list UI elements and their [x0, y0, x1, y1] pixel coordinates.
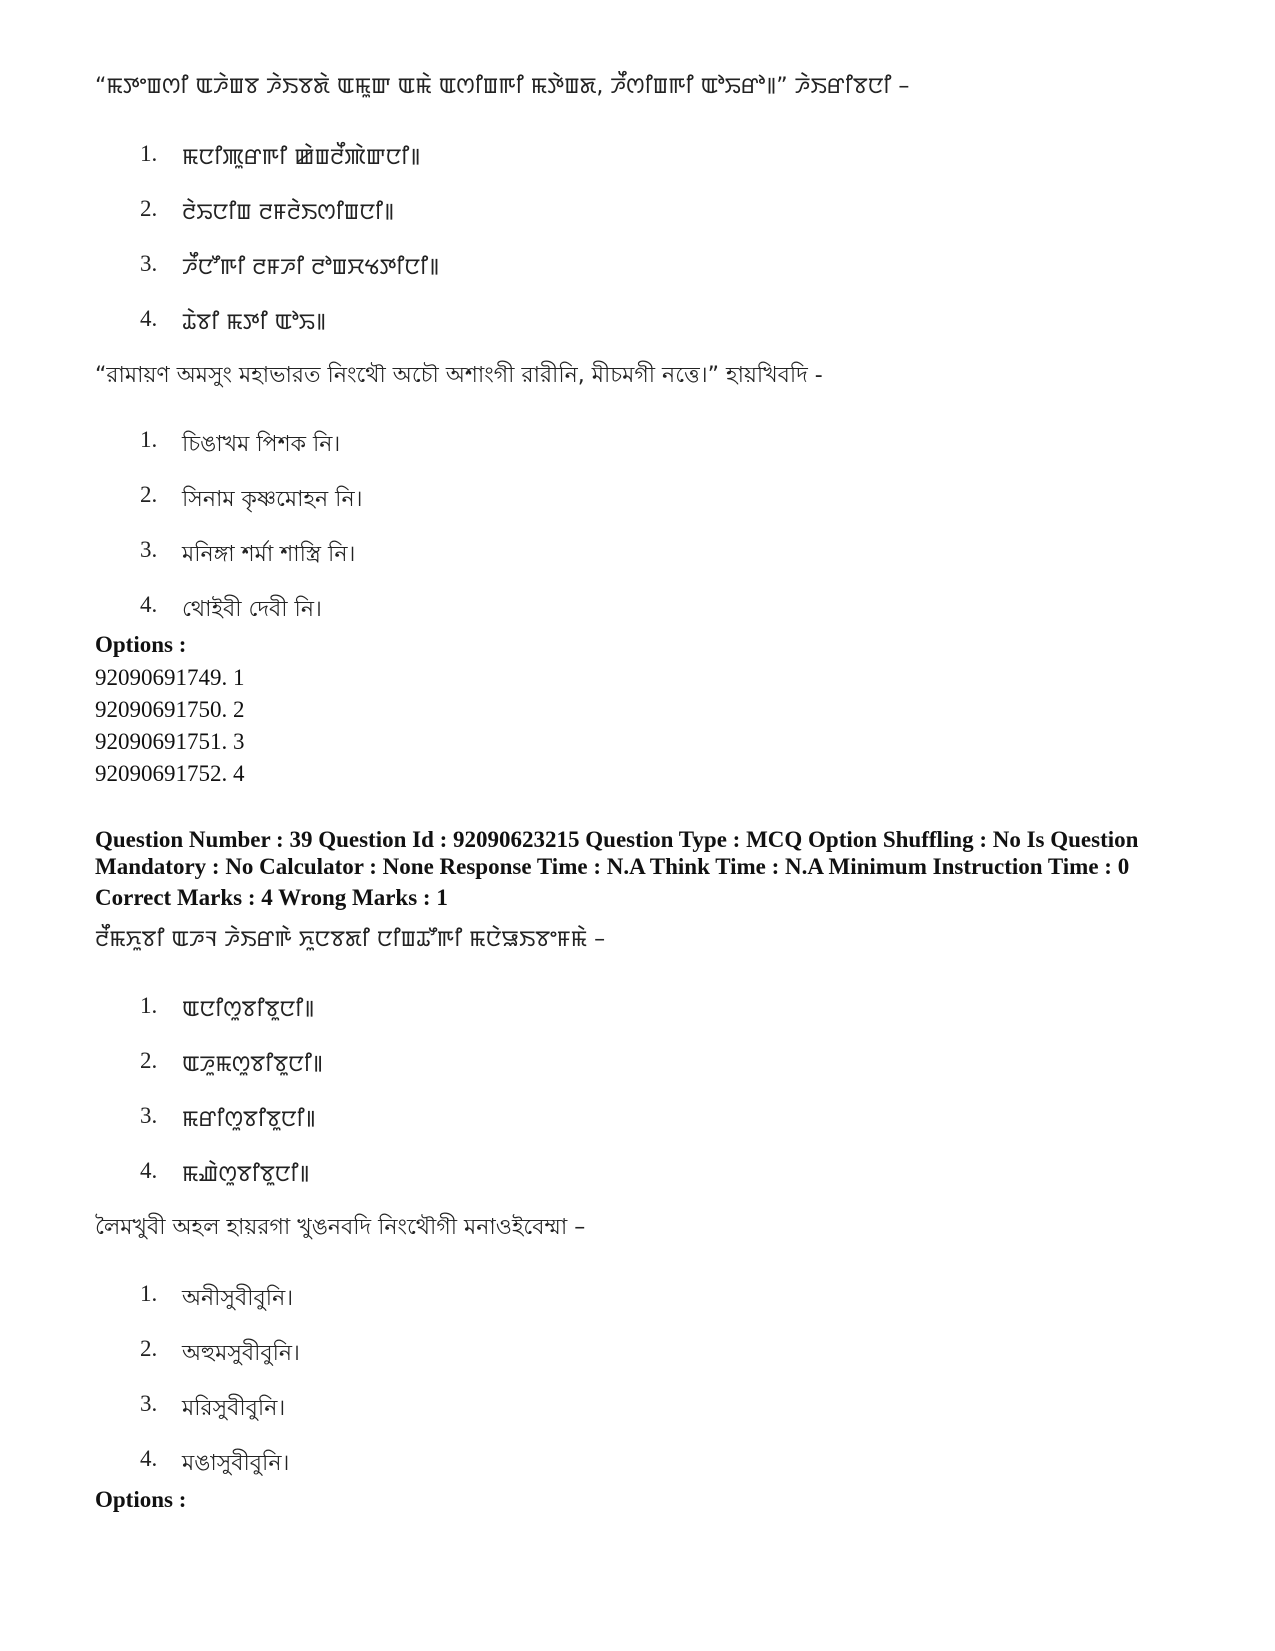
list-item	[140, 1158, 323, 1213]
option-number: 3.	[140, 537, 158, 562]
option-text: থোইবী দেবী নি।	[182, 597, 322, 622]
list-item	[140, 427, 362, 482]
list-item	[140, 251, 439, 306]
option-text: মঙাসুবীবুনি।	[182, 1451, 290, 1476]
option-text: মরিসুবীবুনি।	[182, 1396, 286, 1421]
option-text: ꯃꯅꯤꯄꯨꯔꯒꯤ ꯀꯥꯡꯂꯩꯄꯥꯛꯅꯤ꯫	[182, 145, 421, 170]
option-text: মনিঙ্গা শর্মা শাস্ত্রি নি।	[182, 542, 356, 567]
option-number: 4.	[140, 1158, 158, 1183]
option-id: 92090691749. 1	[95, 665, 245, 690]
question-meta-line: Mandatory : No Calculator : None Response Time : N.A Think Time : N.A Minimum Instruction Time : 0	[95, 854, 1130, 879]
option-text: ꯑꯅꯤꯁꯨꯕꯤꯕꯨꯅꯤ꯫	[182, 997, 315, 1022]
q2-bengali-prompt: লৈমখুবী অহল হায়রগা খুঙনবদি নিংথৌগী মনাওইবেম্মা –	[95, 1215, 586, 1240]
list-item	[140, 196, 439, 251]
option-number: 2.	[140, 1336, 158, 1361]
list-item	[140, 1281, 300, 1336]
question-meta-line: Question Number : 39 Question Id : 92090623215 Question Type : MCQ Option Shuffling : No Is Question	[95, 827, 1139, 852]
option-text: ꯃꯔꯤꯁꯨꯕꯤꯕꯨꯅꯤ꯫	[182, 1107, 316, 1132]
q1-option-id-list	[95, 662, 1180, 790]
option-number: 4.	[140, 306, 158, 331]
list-item	[140, 141, 439, 196]
list-item	[140, 993, 323, 1048]
option-id: 92090691751. 3	[95, 729, 245, 754]
q1-bengali-prompt: “রামায়ণ অমসুং মহাভারত নিংথৌ অচৌ অশাংগী রারীনি, মীচমগী নত্তে।” হায়খিবদি -	[95, 363, 823, 388]
option-number: 2.	[140, 1048, 158, 1073]
q1-bengali-option-list	[140, 427, 362, 647]
q2-options-heading: Options :	[95, 1487, 187, 1512]
q2-bengali-option-list	[140, 1281, 300, 1501]
option-number: 3.	[140, 1391, 158, 1416]
option-text: অহুমসুবীবুনি।	[182, 1341, 300, 1366]
list-item	[140, 537, 362, 592]
option-number: 4.	[140, 1446, 158, 1471]
q2-meta	[95, 826, 1180, 911]
option-id: 92090691752. 4	[95, 761, 245, 786]
list-item	[140, 306, 439, 361]
option-number: 2.	[140, 482, 158, 507]
option-number: 3.	[140, 1103, 158, 1128]
option-number: 1.	[140, 427, 158, 452]
q1-meitei-prompt: “ꯃꯇꯦꯡꯁꯤ ꯑꯍꯥꯡꯕ ꯍꯥꯏꯕꯗꯥ ꯑꯃꯨꯛ ꯑꯃꯥ ꯑꯁꯤꯡꯒꯤ ꯃꯇꯥꯡꯗ, ꯍꯩꯁꯤꯡꯒꯤ ꯑꯣꯢꯔꯣ꯫” ꯍꯥꯏꯔꯤꯕꯅꯤ –	[95, 74, 910, 99]
option-text: ꯊꯥꯕꯤ ꯃꯇꯤ ꯑꯣꯢ꯫	[182, 310, 327, 335]
option-text: ꯑꯍꯨꯃꯁꯨꯕꯤꯕꯨꯅꯤ꯫	[182, 1052, 323, 1077]
list-item	[140, 1103, 323, 1158]
option-text: ꯂꯥꯢꯅꯤꯡ ꯂꯝꯂꯥꯏꯁꯤꯡꯅꯤ꯫	[182, 200, 395, 225]
list-item	[140, 1336, 300, 1391]
option-text: সিনাম কৃষ্ণমোহন নি।	[182, 487, 363, 512]
option-text: ꯃꯉꯥꯁꯨꯕꯤꯕꯨꯅꯤ꯫	[182, 1162, 310, 1187]
option-number: 3.	[140, 251, 158, 276]
option-id: 92090691750. 2	[95, 697, 245, 722]
option-text: ꯍꯩꯅꯧꯒꯤ ꯂꯝꯍꯤ ꯂꯣꯡꯆꯠꯇꯤꯅꯤ꯫	[182, 255, 440, 280]
list-item	[140, 1391, 300, 1446]
q1-options-heading: Options :	[95, 632, 187, 657]
q1-meitei-option-list	[140, 141, 439, 361]
q2-meitei-option-list	[140, 993, 323, 1213]
option-number: 2.	[140, 196, 158, 221]
option-number: 1.	[140, 1281, 158, 1306]
list-item	[140, 1048, 323, 1103]
marks-line: Correct Marks : 4 Wrong Marks : 1	[95, 885, 448, 910]
option-number: 4.	[140, 592, 158, 617]
option-number: 1.	[140, 993, 158, 1018]
option-text: অনীসুবীবুনি।	[182, 1286, 294, 1311]
option-number: 1.	[140, 141, 158, 166]
option-text: চিঙাখম পিশক নি।	[182, 432, 341, 457]
list-item	[140, 482, 362, 537]
q2-meitei-prompt: ꯂꯩꯃꯈꯨꯕꯤ ꯑꯍꯜ ꯍꯥꯏꯔꯒꯥ ꯈꯨꯅꯕꯗꯤ ꯅꯤꯡꯊꯧꯒꯤ ꯃꯅꯥꯎꯏꯕꯦꯝꯃꯥ –	[95, 927, 606, 952]
